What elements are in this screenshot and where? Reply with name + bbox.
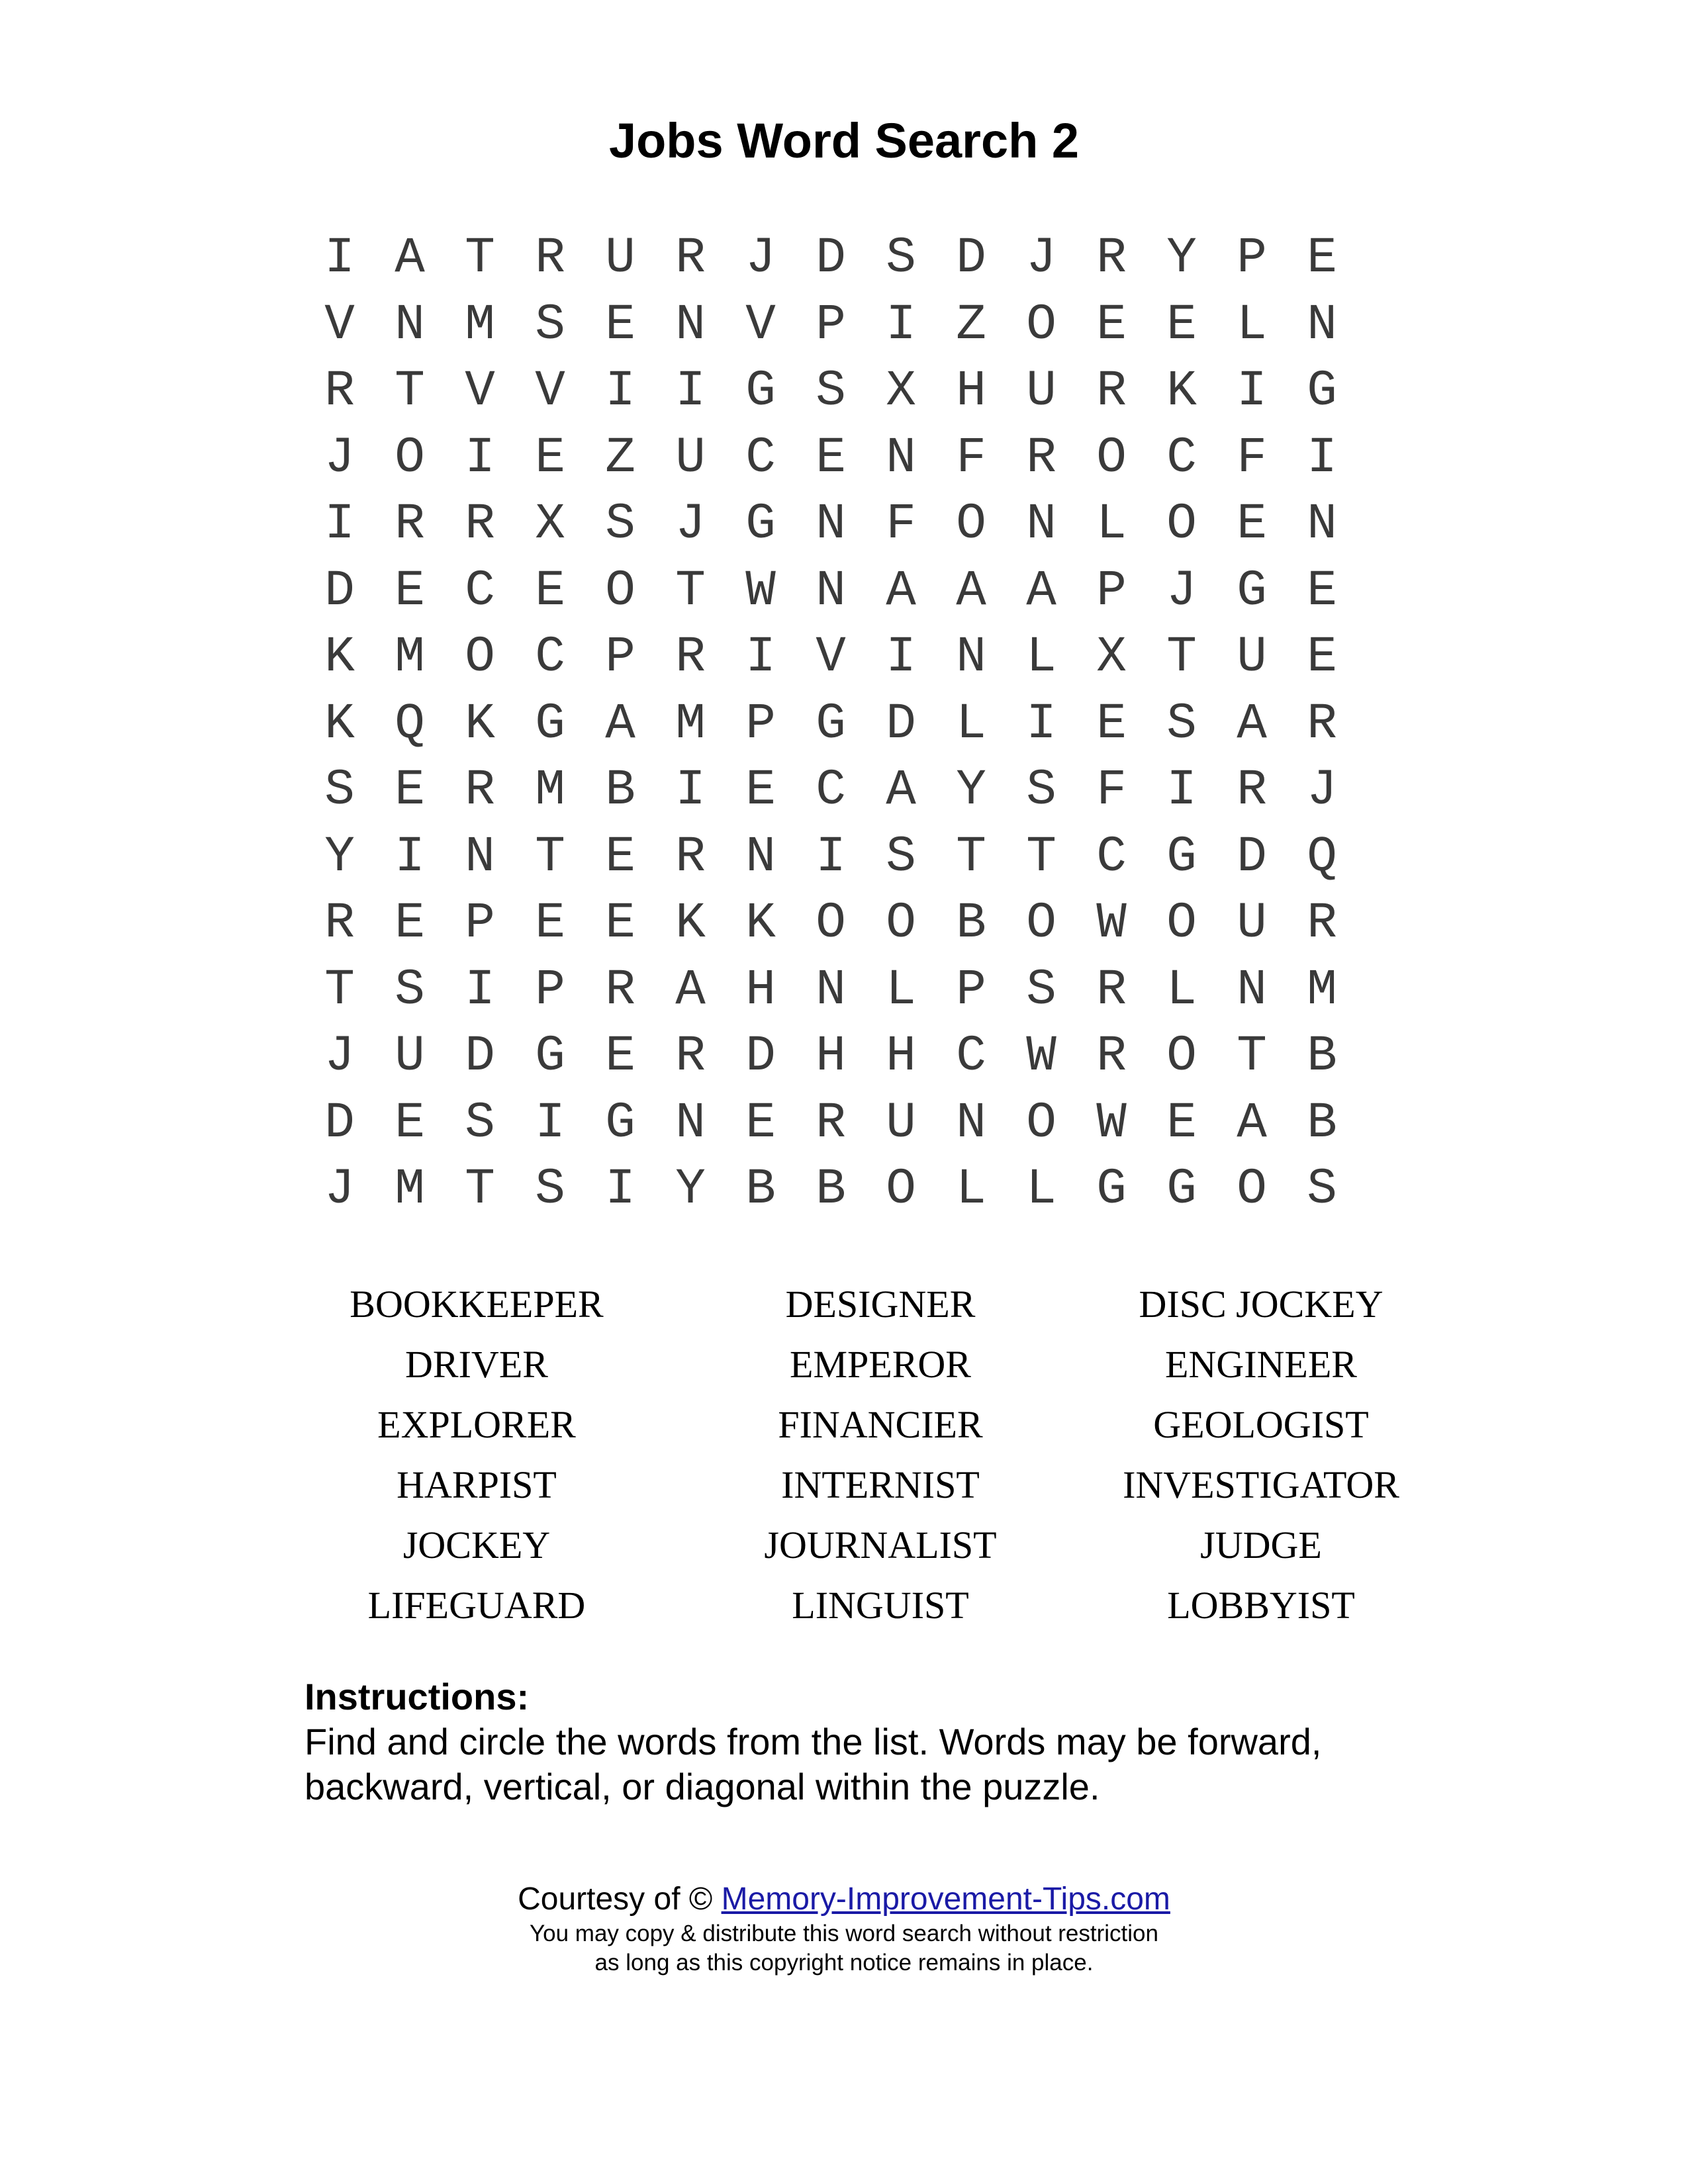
grid-letter: A [1237, 695, 1267, 752]
grid-letter: O [465, 629, 495, 686]
word-list-row [278, 1515, 1436, 1575]
grid-letter: N [465, 828, 495, 886]
grid-letter: D [956, 230, 986, 287]
grid-letter: R [465, 496, 495, 553]
grid-letter: E [605, 895, 635, 952]
grid-letter: R [1307, 695, 1337, 752]
grid-letter: I [1307, 429, 1337, 486]
grid-letter: E [1096, 296, 1127, 353]
grid-letter: O [395, 429, 425, 486]
copyright-notice-line-2: as long as this copyright notice remains in place. [594, 1950, 1094, 1976]
grid-letter: I [1237, 363, 1267, 420]
grid-letter: T [465, 1161, 495, 1218]
grid-letter: N [816, 496, 846, 553]
grid-letter: F [1237, 429, 1267, 486]
grid-letter: I [675, 762, 706, 819]
grid-letter: G [816, 695, 846, 752]
grid-letter: D [745, 1028, 776, 1085]
grid-letter: B [956, 895, 986, 952]
grid-letter: U [1237, 629, 1267, 686]
grid-letter: K [675, 895, 706, 952]
grid-letter: C [816, 762, 846, 819]
grid-letter: I [465, 429, 495, 486]
grid-letter: J [675, 496, 706, 553]
grid-letter: S [535, 296, 565, 353]
word-list-item: INVESTIGATOR [1123, 1463, 1399, 1506]
grid-letter: C [535, 629, 565, 686]
word-list-item: LOBBYIST [1167, 1584, 1355, 1627]
grid-letter: I [675, 363, 706, 420]
grid-row [305, 292, 1357, 359]
grid-letter: E [535, 562, 565, 619]
grid-letter: L [886, 961, 916, 1019]
grid-letter: R [675, 828, 706, 886]
grid-letter: S [465, 1094, 495, 1152]
grid-letter: S [886, 828, 916, 886]
grid-letter: E [395, 1094, 425, 1152]
grid-letter: F [1096, 762, 1127, 819]
word-list-item: DESIGNER [785, 1283, 976, 1326]
grid-letter: U [1026, 363, 1056, 420]
word-list-row [278, 1394, 1436, 1455]
grid-letter: P [1096, 562, 1127, 619]
grid-letter: E [816, 429, 846, 486]
grid-letter: R [1096, 230, 1127, 287]
grid-letter: G [1166, 828, 1197, 886]
grid-letter: G [1307, 363, 1337, 420]
grid-letter: C [1096, 828, 1127, 886]
courtesy-line [0, 1880, 1688, 1919]
grid-letter: A [395, 230, 425, 287]
grid-letter: M [1307, 961, 1337, 1019]
grid-letter: O [1026, 1094, 1056, 1152]
grid-letter: I [1166, 762, 1197, 819]
grid-letter: E [1166, 296, 1197, 353]
grid-letter: C [1166, 429, 1197, 486]
grid-letter: P [535, 961, 565, 1019]
grid-letter: A [956, 562, 986, 619]
grid-letter: I [886, 629, 916, 686]
grid-letter: O [1166, 1028, 1197, 1085]
grid-letter: R [1096, 363, 1127, 420]
grid-letter: P [745, 695, 776, 752]
grid-letter: K [324, 629, 355, 686]
grid-letter: J [1307, 762, 1337, 819]
grid-letter: W [1096, 895, 1127, 952]
grid-letter: J [1026, 230, 1056, 287]
grid-row [305, 757, 1357, 824]
grid-letter: L [1237, 296, 1267, 353]
word-list-row [278, 1334, 1436, 1394]
word-list-item: LIFEGUARD [367, 1584, 586, 1627]
grid-letter: W [1096, 1094, 1127, 1152]
grid-letter: E [395, 762, 425, 819]
grid-letter: N [1307, 296, 1337, 353]
grid-letter: F [956, 429, 986, 486]
grid-row [305, 691, 1357, 758]
grid-letter: M [395, 1161, 425, 1218]
grid-letter: E [605, 828, 635, 886]
grid-letter: I [605, 1161, 635, 1218]
word-list-item: GEOLOGIST [1153, 1403, 1369, 1446]
grid-letter: N [1237, 961, 1267, 1019]
grid-letter: G [745, 363, 776, 420]
grid-letter: O [1237, 1161, 1267, 1218]
word-list-row [278, 1455, 1436, 1515]
grid-letter: D [465, 1028, 495, 1085]
grid-letter: E [395, 895, 425, 952]
grid-letter: L [1166, 961, 1197, 1019]
grid-letter: N [675, 296, 706, 353]
grid-letter: K [1166, 363, 1197, 420]
grid-letter: B [1307, 1028, 1337, 1085]
grid-letter: G [1166, 1161, 1197, 1218]
grid-letter: A [886, 762, 916, 819]
grid-letter: G [535, 1028, 565, 1085]
grid-letter: J [745, 230, 776, 287]
grid-letter: T [1166, 629, 1197, 686]
grid-letter: I [886, 296, 916, 353]
grid-letter: S [1026, 762, 1056, 819]
grid-letter: D [1237, 828, 1267, 886]
grid-letter: H [886, 1028, 916, 1085]
grid-letter: X [1096, 629, 1127, 686]
word-list-item: JOURNALIST [764, 1524, 997, 1567]
grid-letter: S [324, 762, 355, 819]
instructions-line-1: Find and circle the words from the list. Words may be forward, [305, 1721, 1322, 1762]
grid-letter: C [465, 562, 495, 619]
grid-letter: O [1166, 895, 1197, 952]
grid-letter: N [395, 296, 425, 353]
grid-letter: R [816, 1094, 846, 1152]
word-list-item: LINGUIST [792, 1584, 969, 1627]
grid-letter: O [816, 895, 846, 952]
grid-letter: M [675, 695, 706, 752]
grid-letter: U [886, 1094, 916, 1152]
grid-letter: E [535, 895, 565, 952]
grid-letter: R [675, 629, 706, 686]
grid-letter: E [745, 1094, 776, 1152]
grid-letter: E [1166, 1094, 1197, 1152]
grid-letter: N [1026, 496, 1056, 553]
grid-letter: Z [605, 429, 635, 486]
grid-letter: V [465, 363, 495, 420]
grid-letter: F [886, 496, 916, 553]
grid-letter: C [745, 429, 776, 486]
grid-letter: G [1237, 562, 1267, 619]
grid-letter: E [1307, 562, 1337, 619]
grid-letter: O [1026, 895, 1056, 952]
grid-row [305, 1090, 1357, 1157]
grid-letter: X [886, 363, 916, 420]
grid-letter: P [816, 296, 846, 353]
grid-letter: E [535, 429, 565, 486]
grid-letter: U [395, 1028, 425, 1085]
grid-letter: T [956, 828, 986, 886]
grid-letter: H [745, 961, 776, 1019]
grid-letter: N [745, 828, 776, 886]
grid-letter: E [605, 1028, 635, 1085]
grid-letter: Y [1166, 230, 1197, 287]
grid-letter: R [1096, 961, 1127, 1019]
grid-letter: I [465, 961, 495, 1019]
grid-letter: D [886, 695, 916, 752]
word-list-item: DISC JOCKEY [1139, 1283, 1383, 1326]
grid-letter: O [956, 496, 986, 553]
grid-letter: A [1026, 562, 1056, 619]
word-list-item: BOOKKEEPER [350, 1283, 604, 1326]
grid-letter: G [745, 496, 776, 553]
grid-letter: J [324, 1028, 355, 1085]
grid-letter: D [816, 230, 846, 287]
grid-letter: I [535, 1094, 565, 1152]
grid-letter: V [324, 296, 355, 353]
grid-letter: R [465, 762, 495, 819]
grid-letter: Y [956, 762, 986, 819]
grid-letter: T [465, 230, 495, 287]
grid-letter: A [886, 562, 916, 619]
grid-letter: R [395, 496, 425, 553]
grid-letter: Q [395, 695, 425, 752]
grid-letter: S [1307, 1161, 1337, 1218]
grid-letter: M [465, 296, 495, 353]
word-list-item: JOCKEY [402, 1524, 551, 1567]
grid-letter: Y [324, 828, 355, 886]
grid-letter: N [675, 1094, 706, 1152]
grid-letter: B [605, 762, 635, 819]
grid-letter: S [395, 961, 425, 1019]
grid-row [305, 225, 1357, 292]
grid-letter: J [1166, 562, 1197, 619]
grid-row [305, 957, 1357, 1024]
grid-letter: G [535, 695, 565, 752]
grid-letter: M [535, 762, 565, 819]
grid-letter: R [1307, 895, 1337, 952]
word-list-row [278, 1575, 1436, 1635]
page-title: Jobs Word Search 2 [608, 113, 1080, 168]
instructions-heading: Instructions: [305, 1676, 530, 1717]
grid-letter: B [745, 1161, 776, 1218]
grid-letter: I [745, 629, 776, 686]
grid-letter: Q [1307, 828, 1337, 886]
grid-letter: R [1096, 1028, 1127, 1085]
grid-letter: B [816, 1161, 846, 1218]
grid-letter: A [1237, 1094, 1267, 1152]
grid-letter: S [886, 230, 916, 287]
grid-letter: R [675, 1028, 706, 1085]
grid-letter: V [745, 296, 776, 353]
grid-letter: T [675, 562, 706, 619]
grid-letter: N [956, 1094, 986, 1152]
grid-letter: I [1026, 695, 1056, 752]
grid-letter: L [956, 695, 986, 752]
grid-letter: K [745, 895, 776, 952]
grid-letter: U [675, 429, 706, 486]
grid-letter: I [395, 828, 425, 886]
grid-letter: J [324, 1161, 355, 1218]
grid-letter: Y [675, 1161, 706, 1218]
grid-letter: R [1026, 429, 1056, 486]
grid-letter: N [1307, 496, 1337, 553]
grid-letter: E [745, 762, 776, 819]
grid-letter: L [1096, 496, 1127, 553]
grid-row [305, 1156, 1357, 1223]
word-list-item: HARPIST [397, 1463, 557, 1506]
grid-letter: N [816, 562, 846, 619]
word-list-item: FINANCIER [778, 1403, 983, 1446]
grid-letter: S [1166, 695, 1197, 752]
grid-letter: R [1237, 762, 1267, 819]
grid-letter: T [324, 961, 355, 1019]
word-list-item: JUDGE [1200, 1524, 1322, 1567]
grid-letter: A [675, 961, 706, 1019]
grid-letter: X [535, 496, 565, 553]
grid-letter: E [1307, 629, 1337, 686]
website-link[interactable]: Memory-Improvement-Tips.com [721, 1882, 1170, 1917]
word-list-item: DRIVER [405, 1343, 548, 1386]
grid-letter: W [745, 562, 776, 619]
grid-letter: O [1166, 496, 1197, 553]
grid-letter: I [605, 363, 635, 420]
grid-letter: O [1096, 429, 1127, 486]
word-list [278, 1274, 1436, 1635]
grid-letter: E [1237, 496, 1267, 553]
grid-letter: S [605, 496, 635, 553]
grid-letter: W [1026, 1028, 1056, 1085]
grid-letter: U [605, 230, 635, 287]
instructions [305, 1674, 1430, 1809]
grid-letter: D [324, 562, 355, 619]
grid-letter: R [675, 230, 706, 287]
word-list-row [278, 1274, 1436, 1334]
grid-letter: T [535, 828, 565, 886]
footer [0, 1880, 1688, 1978]
grid-letter: I [324, 230, 355, 287]
grid-letter: I [324, 496, 355, 553]
grid-letter: R [324, 363, 355, 420]
grid-letter: U [1237, 895, 1267, 952]
grid-letter: P [605, 629, 635, 686]
grid-letter: Z [956, 296, 986, 353]
grid-letter: O [886, 1161, 916, 1218]
instructions-line-2: backward, vertical, or diagonal within the puzzle. [305, 1766, 1100, 1807]
letter-grid [305, 225, 1357, 1223]
word-list-item: EMPEROR [790, 1343, 971, 1386]
grid-letter: I [816, 828, 846, 886]
word-list-item: INTERNIST [781, 1463, 980, 1506]
grid-row [305, 358, 1357, 425]
grid-letter: D [324, 1094, 355, 1152]
grid-letter: P [956, 961, 986, 1019]
grid-letter: N [886, 429, 916, 486]
grid-letter: J [324, 429, 355, 486]
grid-row [305, 890, 1357, 957]
grid-letter: N [816, 961, 846, 1019]
grid-letter: V [535, 363, 565, 420]
grid-letter: T [1026, 828, 1056, 886]
grid-letter: B [1307, 1094, 1337, 1152]
grid-letter: H [956, 363, 986, 420]
grid-letter: O [1026, 296, 1056, 353]
grid-letter: R [324, 895, 355, 952]
grid-letter: P [465, 895, 495, 952]
grid-letter: V [816, 629, 846, 686]
grid-letter: C [956, 1028, 986, 1085]
grid-letter: L [956, 1161, 986, 1218]
grid-letter: E [1096, 695, 1127, 752]
grid-row [305, 558, 1357, 625]
grid-row [305, 491, 1357, 558]
grid-row [305, 824, 1357, 891]
grid-row [305, 1023, 1357, 1090]
copyright-notice-line-1: You may copy & distribute this word search without restriction [530, 1921, 1158, 1946]
grid-letter: E [1307, 230, 1337, 287]
word-list-item: EXPLORER [377, 1403, 576, 1446]
grid-letter: S [1026, 961, 1056, 1019]
grid-letter: E [605, 296, 635, 353]
grid-letter: G [605, 1094, 635, 1152]
courtesy-prefix: Courtesy of © [518, 1882, 722, 1917]
grid-letter: P [1237, 230, 1267, 287]
grid-letter: A [605, 695, 635, 752]
grid-letter: R [535, 230, 565, 287]
word-list-item: ENGINEER [1165, 1343, 1357, 1386]
grid-row [305, 425, 1357, 492]
grid-letter: K [324, 695, 355, 752]
grid-row [305, 624, 1357, 691]
grid-letter: E [395, 562, 425, 619]
grid-letter: G [1096, 1161, 1127, 1218]
grid-letter: L [1026, 1161, 1056, 1218]
grid-letter: T [1237, 1028, 1267, 1085]
grid-letter: H [816, 1028, 846, 1085]
grid-letter: O [886, 895, 916, 952]
grid-letter: T [395, 363, 425, 420]
grid-letter: M [395, 629, 425, 686]
grid-letter: K [465, 695, 495, 752]
grid-letter: S [535, 1161, 565, 1218]
grid-letter: L [1026, 629, 1056, 686]
grid-letter: S [816, 363, 846, 420]
grid-letter: N [956, 629, 986, 686]
grid-letter: R [605, 961, 635, 1019]
grid-letter: O [605, 562, 635, 619]
